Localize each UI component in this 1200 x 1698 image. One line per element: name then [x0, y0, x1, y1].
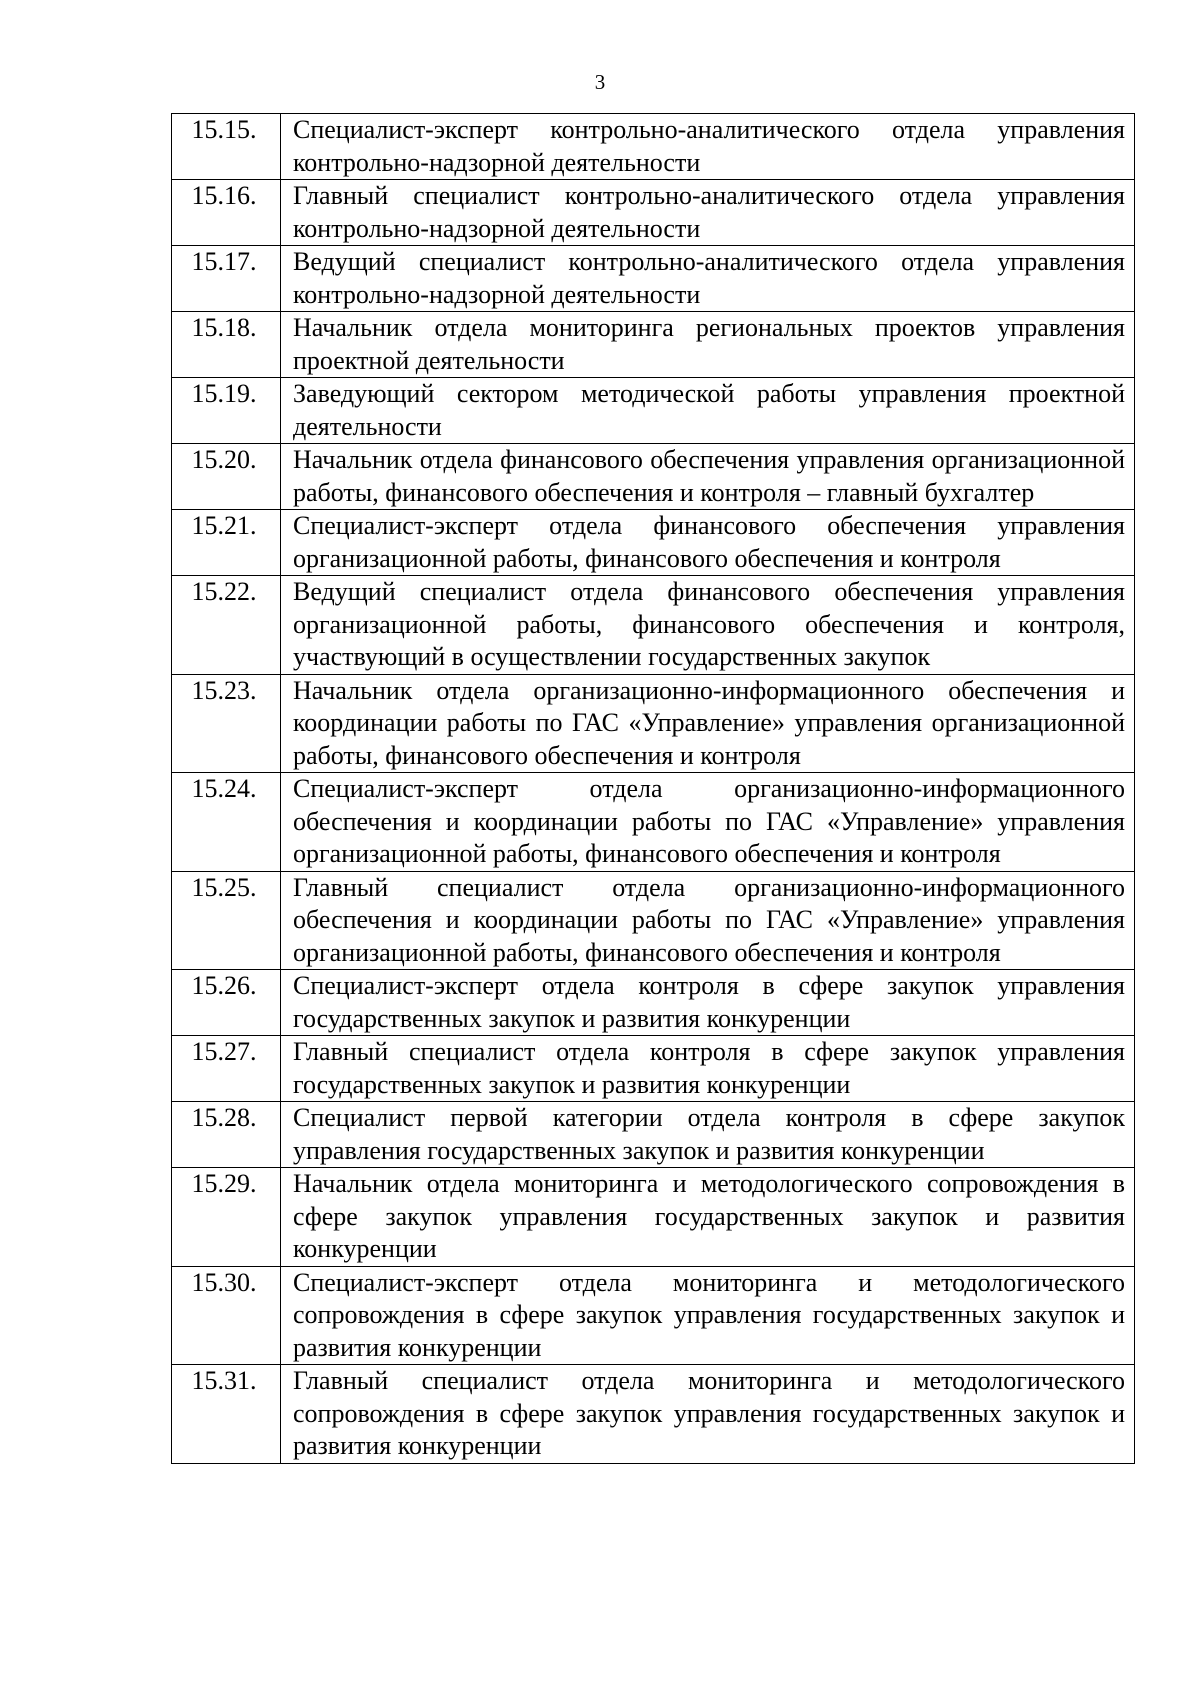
position-title: Ведущий специалист отдела финансового обеспечения управления организационной работы, финансового обеспечения и контроля, участвующий в осуществлении государственных закупок: [281, 576, 1135, 675]
position-title: Специалист-эксперт отдела финансового обеспечения управления организационной работы, финансового обеспечения и контроля: [281, 510, 1135, 576]
row-number: 15.26.: [172, 970, 281, 1036]
row-number: 15.16.: [172, 180, 281, 246]
table-row: [172, 674, 1135, 773]
row-number: 15.23.: [172, 674, 281, 773]
position-title: Главный специалист отдела контроля в сфере закупок управления государственных закупок и развития конкуренции: [281, 1036, 1135, 1102]
row-number: 15.18.: [172, 312, 281, 378]
position-title: Специалист-эксперт отдела организационно-информационного обеспечения и координации работы по ГАС «Управление» управления организационной работы, финансового обеспечения и контроля: [281, 773, 1135, 872]
row-number: 15.19.: [172, 378, 281, 444]
table-row: [172, 1168, 1135, 1267]
row-number: 15.29.: [172, 1168, 281, 1267]
page-number: 3: [594, 70, 606, 94]
row-number: 15.22.: [172, 576, 281, 675]
table-row: [172, 1365, 1135, 1464]
table-row: [172, 510, 1135, 576]
table-row: [172, 246, 1135, 312]
row-number: 15.17.: [172, 246, 281, 312]
table-row: [172, 378, 1135, 444]
table-row: [172, 970, 1135, 1036]
row-number: 15.15.: [172, 114, 281, 180]
position-title: Начальник отдела финансового обеспечения управления организационной работы, финансового обеспечения и контроля – главный бухгалтер: [281, 444, 1135, 510]
table-row: [172, 444, 1135, 510]
position-title: Специалист первой категории отдела контроля в сфере закупок управления государственных закупок и развития конкуренции: [281, 1102, 1135, 1168]
position-title: Начальник отдела организационно-информационного обеспечения и координации работы по ГАС «Управление» управления организационной работы, финансового обеспечения и контроля: [281, 674, 1135, 773]
table-row: [172, 1036, 1135, 1102]
row-number: 15.21.: [172, 510, 281, 576]
table-row: [172, 1266, 1135, 1365]
position-title: Ведущий специалист контрольно-аналитического отдела управления контрольно-надзорной деятельности: [281, 246, 1135, 312]
table-row: [172, 114, 1135, 180]
row-number: 15.30.: [172, 1266, 281, 1365]
position-title: Специалист-эксперт отдела мониторинга и методологического сопровождения в сфере закупок управления государственных закупок и развития конкуренции: [281, 1266, 1135, 1365]
position-title: Главный специалист отдела организационно-информационного обеспечения и координации работы по ГАС «Управление» управления организационной работы, финансового обеспечения и контроля: [281, 871, 1135, 970]
position-title: Заведующий сектором методической работы управления проектной деятельности: [281, 378, 1135, 444]
row-number: 15.20.: [172, 444, 281, 510]
row-number: 15.25.: [172, 871, 281, 970]
table-row: [172, 773, 1135, 872]
table-row: [172, 871, 1135, 970]
table-row: [172, 180, 1135, 246]
position-title: Главный специалист отдела мониторинга и методологического сопровождения в сфере закупок управления государственных закупок и развития конкуренции: [281, 1365, 1135, 1464]
position-title: Главный специалист контрольно-аналитического отдела управления контрольно-надзорной деятельности: [281, 180, 1135, 246]
row-number: 15.24.: [172, 773, 281, 872]
position-title: Специалист-эксперт контрольно-аналитического отдела управления контрольно-надзорной деятельности: [281, 114, 1135, 180]
table-row: [172, 576, 1135, 675]
position-title: Начальник отдела мониторинга и методологического сопровождения в сфере закупок управления государственных закупок и развития конкуренции: [281, 1168, 1135, 1267]
row-number: 15.27.: [172, 1036, 281, 1102]
positions-table: [171, 113, 1135, 1464]
table-row: [172, 312, 1135, 378]
position-title: Специалист-эксперт отдела контроля в сфере закупок управления государственных закупок и развития конкуренции: [281, 970, 1135, 1036]
row-number: 15.28.: [172, 1102, 281, 1168]
table-row: [172, 1102, 1135, 1168]
position-title: Начальник отдела мониторинга региональных проектов управления проектной деятельности: [281, 312, 1135, 378]
row-number: 15.31.: [172, 1365, 281, 1464]
